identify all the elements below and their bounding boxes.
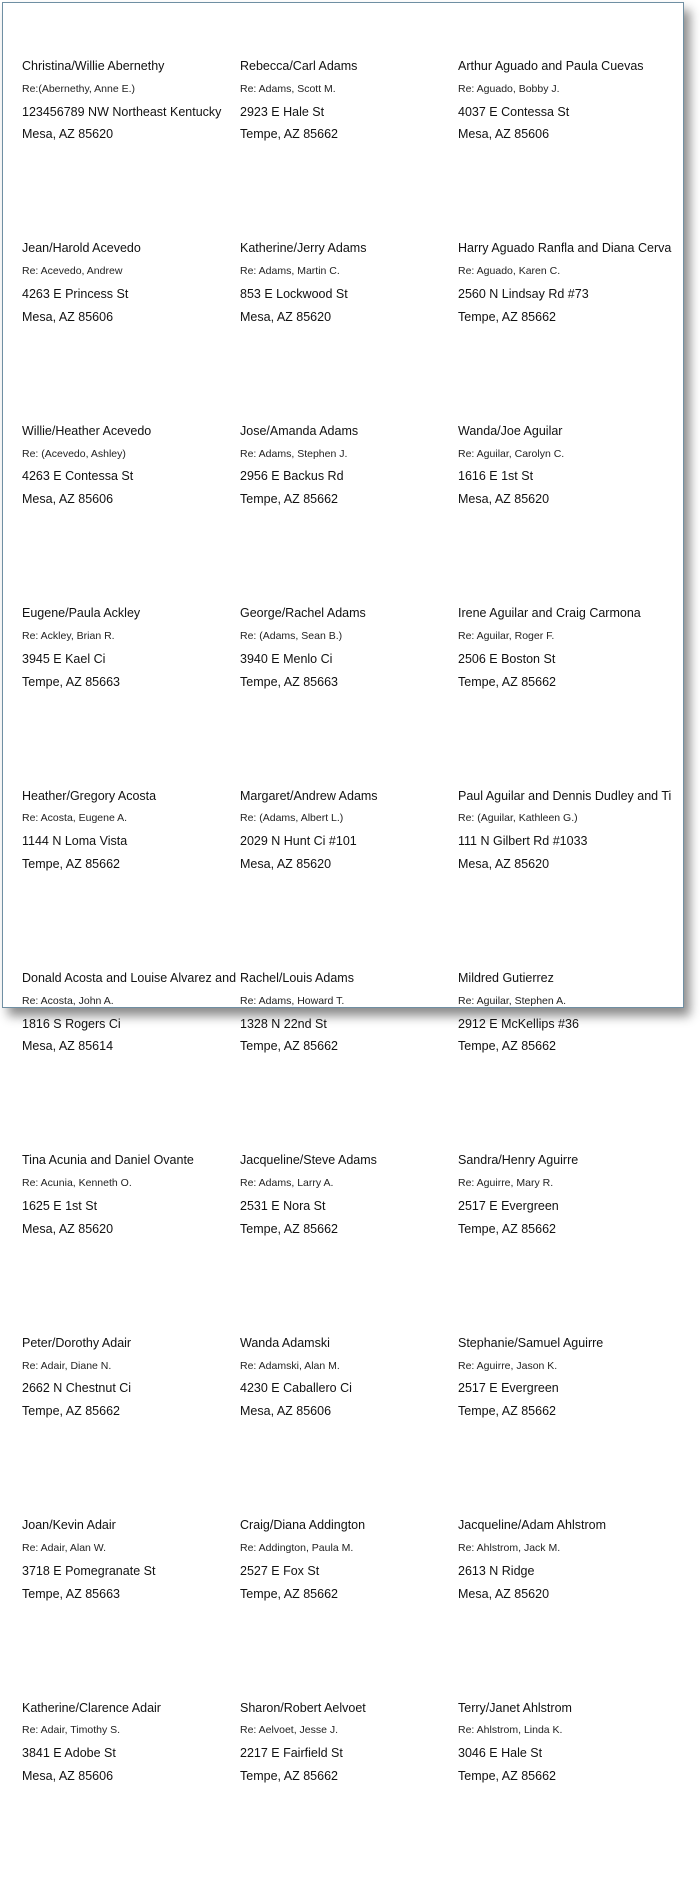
label-street: 111 N Gilbert Rd #1033 <box>458 834 588 849</box>
label-street: 3841 E Adobe St <box>22 1746 116 1761</box>
label-city: Mesa, AZ 85606 <box>458 127 550 142</box>
label-name: Jose/Amanda Adams <box>240 423 359 438</box>
label-regarding: Re: Adams, Larry A. <box>240 1177 334 1190</box>
label-city: Tempe, AZ 85663 <box>22 1586 120 1601</box>
label-city: Mesa, AZ 85620 <box>240 309 332 324</box>
label-regarding: Re: Aguilar, Roger F. <box>458 629 555 642</box>
label-street: 2613 N Ridge <box>458 1563 535 1578</box>
label-regarding: Re: Adams, Scott M. <box>240 82 336 95</box>
label-street: 1144 N Loma Vista <box>22 834 128 849</box>
label-city: Tempe, AZ 85663 <box>240 674 338 689</box>
address-label <box>240 1332 468 1514</box>
address-label <box>458 967 686 1149</box>
label-name: Wanda/Joe Aguilar <box>458 423 563 438</box>
label-city: Mesa, AZ 85614 <box>22 1039 114 1054</box>
label-regarding: Re:(Abernethy, Anne E.) <box>22 82 136 95</box>
address-label <box>458 420 686 602</box>
label-street: 2217 E Fairfield St <box>240 1746 343 1761</box>
label-street: 2912 E McKellips #36 <box>458 1016 579 1031</box>
label-city: Mesa, AZ 85606 <box>240 1404 332 1419</box>
label-street: 2517 E Evergreen <box>458 1198 559 1213</box>
label-street: 4037 E Contessa St <box>458 104 570 119</box>
label-name: Wanda Adamski <box>240 1335 330 1350</box>
label-regarding: Re: Addington, Paula M. <box>240 1541 354 1554</box>
label-city: Mesa, AZ 85620 <box>22 1221 114 1236</box>
label-city: Tempe, AZ 85662 <box>458 1404 556 1419</box>
label-street: 3945 E Kael Ci <box>22 651 106 666</box>
label-street: 1816 S Rogers Ci <box>22 1016 121 1031</box>
label-city: Tempe, AZ 85662 <box>458 1768 556 1783</box>
label-city: Mesa, AZ 85620 <box>458 492 550 507</box>
label-column-3 <box>458 55 686 1879</box>
address-label <box>458 1332 686 1514</box>
address-label <box>22 1697 250 1879</box>
label-street: 4230 E Caballero Ci <box>240 1381 352 1396</box>
label-street: 2923 E Hale St <box>240 104 325 119</box>
label-regarding: Re: Aguilar, Carolyn C. <box>458 447 565 460</box>
label-name: Katherine/Jerry Adams <box>240 241 367 256</box>
label-city: Mesa, AZ 85606 <box>22 309 114 324</box>
label-street: 1328 N 22nd St <box>240 1016 327 1031</box>
label-regarding: Re: Acunia, Kenneth O. <box>22 1177 132 1190</box>
label-name: Sharon/Robert Aelvoet <box>240 1700 366 1715</box>
label-regarding: Re: Adams, Howard T. <box>240 994 345 1007</box>
label-regarding: Re: Aguirre, Jason K. <box>458 1359 558 1372</box>
label-regarding: Re: Adams, Stephen J. <box>240 447 348 460</box>
label-street: 3940 E Menlo Ci <box>240 651 333 666</box>
label-regarding: Re: Ahlstrom, Linda K. <box>458 1724 563 1737</box>
label-name: Jacqueline/Adam Ahlstrom <box>458 1518 606 1533</box>
label-name: Terry/Janet Ahlstrom <box>458 1700 572 1715</box>
label-city: Mesa, AZ 85620 <box>240 856 332 871</box>
address-label <box>458 602 686 784</box>
label-regarding: Re: (Aguilar, Kathleen G.) <box>458 812 578 825</box>
label-name: Christina/Willie Abernethy <box>22 59 165 73</box>
label-regarding: Re: Aguado, Bobby J. <box>458 82 560 95</box>
label-city: Tempe, AZ 85662 <box>458 1221 556 1236</box>
label-regarding: Re: Aguado, Karen C. <box>458 265 561 278</box>
label-city: Mesa, AZ 85620 <box>458 1586 550 1601</box>
label-street: 1616 E 1st St <box>458 469 534 484</box>
label-regarding: Re: Adair, Diane N. <box>22 1359 112 1372</box>
address-label <box>22 785 250 967</box>
label-street: 2517 E Evergreen <box>458 1381 559 1396</box>
label-city: Tempe, AZ 85662 <box>458 309 556 324</box>
label-city: Mesa, AZ 85620 <box>22 127 114 142</box>
label-name: Eugene/Paula Ackley <box>22 606 141 621</box>
address-label <box>22 1149 250 1331</box>
address-label <box>240 55 468 237</box>
label-column-2 <box>240 55 468 1879</box>
label-regarding: Re: Ackley, Brian R. <box>22 629 115 642</box>
label-name: Tina Acunia and Daniel Ovante <box>22 1153 194 1168</box>
address-label <box>458 237 686 419</box>
label-name: Katherine/Clarence Adair <box>22 1700 161 1715</box>
label-city: Mesa, AZ 85620 <box>458 856 550 871</box>
label-name: Willie/Heather Acevedo <box>22 423 152 438</box>
label-street: 123456789 NW Northeast Kentucky <box>22 104 222 119</box>
label-street: 2560 N Lindsay Rd #73 <box>458 286 589 301</box>
label-city: Tempe, AZ 85662 <box>240 1768 338 1783</box>
label-name: George/Rachel Adams <box>240 606 366 621</box>
label-name: Jacqueline/Steve Adams <box>240 1153 377 1168</box>
label-regarding: Re: Adamski, Alan M. <box>240 1359 340 1372</box>
address-label <box>240 1149 468 1331</box>
label-name: Paul Aguilar and Dennis Dudley and Ti <box>458 788 672 803</box>
label-name: Rachel/Louis Adams <box>240 970 354 985</box>
label-regarding: Re: Aguirre, Mary R. <box>458 1177 554 1190</box>
address-label <box>22 420 250 602</box>
label-city: Tempe, AZ 85662 <box>240 1039 338 1054</box>
label-city: Tempe, AZ 85662 <box>240 1221 338 1236</box>
label-name: Peter/Dorothy Adair <box>22 1335 132 1350</box>
label-street: 4263 E Contessa St <box>22 469 134 484</box>
label-city: Mesa, AZ 85606 <box>22 492 114 507</box>
address-label <box>22 1514 250 1696</box>
address-label <box>22 1332 250 1514</box>
label-name: Donald Acosta and Louise Alvarez and <box>22 970 237 985</box>
label-street: 1625 E 1st St <box>22 1198 98 1213</box>
label-street: 2662 N Chestnut Ci <box>22 1381 132 1396</box>
label-city: Tempe, AZ 85662 <box>240 1586 338 1601</box>
label-name: Arthur Aguado and Paula Cuevas <box>458 59 644 73</box>
label-street: 2029 N Hunt Ci #101 <box>240 834 357 849</box>
label-street: 2506 E Boston St <box>458 651 556 666</box>
label-name: Mildred Gutierrez <box>458 970 554 985</box>
label-name: Rebecca/Carl Adams <box>240 59 358 73</box>
address-label <box>22 237 250 419</box>
address-label <box>22 967 250 1149</box>
label-name: Margaret/Andrew Adams <box>240 788 378 803</box>
label-regarding: Re: Ahlstrom, Jack M. <box>458 1541 561 1554</box>
label-regarding: Re: Aguilar, Stephen A. <box>458 994 566 1007</box>
label-regarding: Re: Adair, Timothy S. <box>22 1724 121 1737</box>
label-regarding: Re: Acevedo, Andrew <box>22 265 123 278</box>
label-street: 2956 E Backus Rd <box>240 469 344 484</box>
label-regarding: Re: Acosta, Eugene A. <box>22 812 128 825</box>
address-label <box>240 237 468 419</box>
address-label <box>458 55 686 237</box>
address-label <box>458 1514 686 1696</box>
label-name: Sandra/Henry Aguirre <box>458 1153 579 1168</box>
label-city: Tempe, AZ 85662 <box>240 492 338 507</box>
label-city: Tempe, AZ 85662 <box>22 1404 120 1419</box>
label-name: Heather/Gregory Acosta <box>22 788 157 803</box>
label-name: Craig/Diana Addington <box>240 1518 366 1533</box>
label-name: Harry Aguado Ranfla and Diana Cerva <box>458 241 672 256</box>
label-city: Mesa, AZ 85606 <box>22 1768 114 1783</box>
label-street: 4263 E Princess St <box>22 286 129 301</box>
label-regarding: Re: Aelvoet, Jesse J. <box>240 1724 339 1737</box>
label-city: Tempe, AZ 85663 <box>22 674 120 689</box>
address-label <box>22 55 250 237</box>
address-label <box>240 1514 468 1696</box>
address-label <box>458 1697 686 1879</box>
address-label <box>240 967 468 1149</box>
label-regarding: Re: (Adams, Albert L.) <box>240 812 344 825</box>
label-regarding: Re: Acosta, John A. <box>22 994 114 1007</box>
document-page <box>2 2 684 1783</box>
address-label <box>240 785 468 967</box>
label-street: 2531 E Nora St <box>240 1198 326 1213</box>
label-city: Tempe, AZ 85662 <box>22 856 120 871</box>
label-name: Stephanie/Samuel Aguirre <box>458 1335 604 1350</box>
label-name: Joan/Kevin Adair <box>22 1518 116 1533</box>
label-city: Tempe, AZ 85662 <box>240 127 338 142</box>
label-city: Tempe, AZ 85662 <box>458 1039 556 1054</box>
address-label <box>240 420 468 602</box>
address-label <box>458 785 686 967</box>
address-label <box>240 1697 468 1879</box>
label-regarding: Re: Adair, Alan W. <box>22 1541 107 1554</box>
label-city: Tempe, AZ 85662 <box>458 674 556 689</box>
label-regarding: Re: (Adams, Sean B.) <box>240 629 343 642</box>
label-street: 2527 E Fox St <box>240 1563 320 1578</box>
label-name: Irene Aguilar and Craig Carmona <box>458 606 641 621</box>
address-label <box>458 1149 686 1331</box>
label-street: 3718 E Pomegranate St <box>22 1563 156 1578</box>
label-street: 3046 E Hale St <box>458 1746 543 1761</box>
address-label <box>240 602 468 784</box>
label-name: Jean/Harold Acevedo <box>22 241 141 256</box>
address-label <box>22 602 250 784</box>
label-column-1 <box>22 55 250 1879</box>
label-regarding: Re: Adams, Martin C. <box>240 265 340 278</box>
label-street: 853 E Lockwood St <box>240 286 348 301</box>
label-regarding: Re: (Acevedo, Ashley) <box>22 447 126 460</box>
